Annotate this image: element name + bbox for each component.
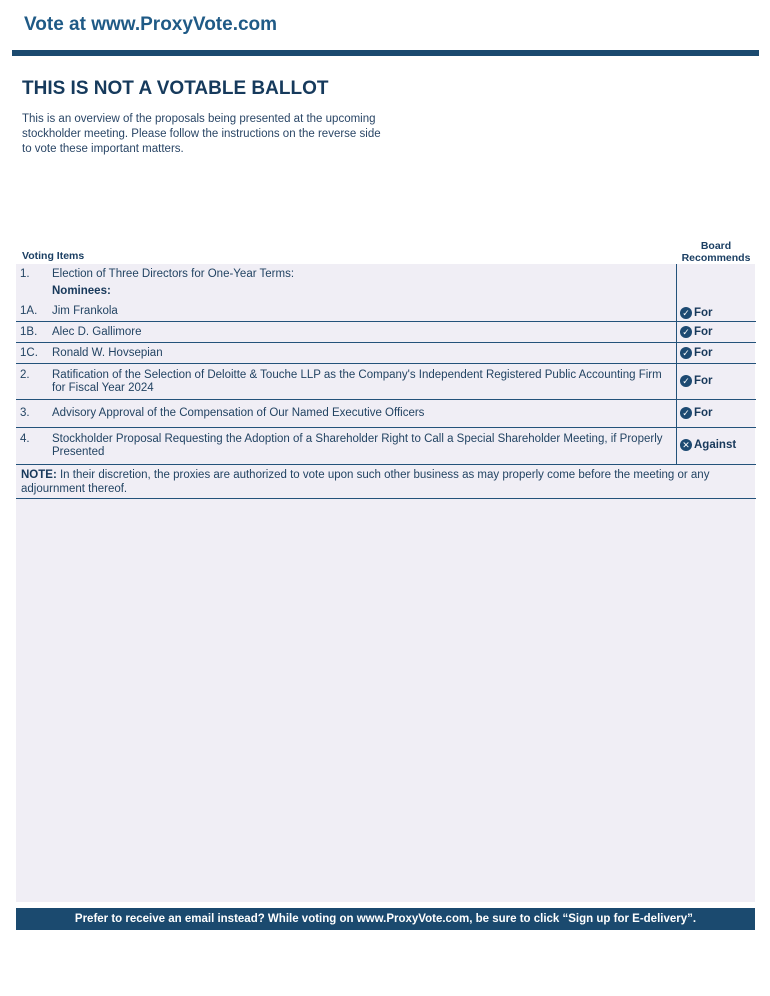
recommendation <box>680 347 713 359</box>
row-divider <box>16 342 756 343</box>
item-number: 1B. <box>20 326 38 338</box>
page-title: THIS IS NOT A VOTABLE BALLOT <box>22 78 329 99</box>
voting-items-header: Voting Items <box>22 250 85 262</box>
item-text: Advisory Approval of the Compensation of Our Named Executive Officers <box>52 407 425 419</box>
recommendation <box>680 375 713 387</box>
row-divider <box>16 363 756 364</box>
recommendation <box>680 326 713 338</box>
item-number: 1. <box>20 268 30 280</box>
recommendation-label: For <box>694 326 713 338</box>
nominees-label: Nominees: <box>52 285 111 297</box>
board-recommends-header: Board Recommends <box>681 240 751 264</box>
item-number: 3. <box>20 407 30 419</box>
row-divider <box>16 399 756 400</box>
row-divider <box>16 464 756 465</box>
recommendation <box>680 407 713 419</box>
note-text: In their discretion, the proxies are authorized to vote upon such other business as may properly come before the meeting or any adjournment thereof. <box>21 469 710 495</box>
item-text: Stockholder Proposal Requesting the Adoption of a Shareholder Right to Call a Special Shareholder Meeting, if Properly Presented <box>52 433 663 458</box>
recommendation-label: For <box>694 407 713 419</box>
e-delivery-banner: Prefer to receive an email instead? While voting on www.ProxyVote.com, be sure to click “Sign up for E-delivery”. <box>16 908 755 930</box>
recommendation <box>680 439 736 451</box>
recommendation-label: For <box>694 347 713 359</box>
check-circle-icon: ✓ <box>680 347 692 359</box>
note-label: NOTE: <box>21 469 57 481</box>
item-number: 2. <box>20 369 30 381</box>
item-number: 1C. <box>20 347 38 359</box>
board-column-divider <box>676 264 677 465</box>
item-number: 4. <box>20 433 30 445</box>
proxyvote-link[interactable]: Vote at www.ProxyVote.com <box>24 14 278 35</box>
check-circle-icon: ✓ <box>680 407 692 419</box>
check-circle-icon: ✓ <box>680 326 692 338</box>
recommendation-label: For <box>694 307 713 319</box>
recommendation <box>680 307 713 319</box>
item-text: Jim Frankola <box>52 305 118 317</box>
x-circle-icon: ✕ <box>680 439 692 451</box>
check-circle-icon: ✓ <box>680 307 692 319</box>
intro-text: This is an overview of the proposals being presented at the upcoming stockholder meeting. Please follow the instructions on the reverse side to vote these important matters. <box>22 113 381 155</box>
check-circle-icon: ✓ <box>680 375 692 387</box>
note <box>21 468 751 496</box>
item-text: Ratification of the Selection of Deloitte & Touche LLP as the Company's Independent Registered Public Accounting Firm for Fiscal Year 2024 <box>52 369 662 394</box>
recommendation-label: For <box>694 375 713 387</box>
item-text: Alec D. Gallimore <box>52 326 142 338</box>
item-number: 1A. <box>20 305 38 317</box>
header-rule <box>12 50 759 56</box>
item-text: Election of Three Directors for One-Year Terms: <box>52 268 295 280</box>
row-divider <box>16 321 756 322</box>
note-divider <box>16 498 756 499</box>
recommendation-label: Against <box>694 439 737 451</box>
item-text: Ronald W. Hovsepian <box>52 347 163 359</box>
row-divider <box>16 427 756 428</box>
